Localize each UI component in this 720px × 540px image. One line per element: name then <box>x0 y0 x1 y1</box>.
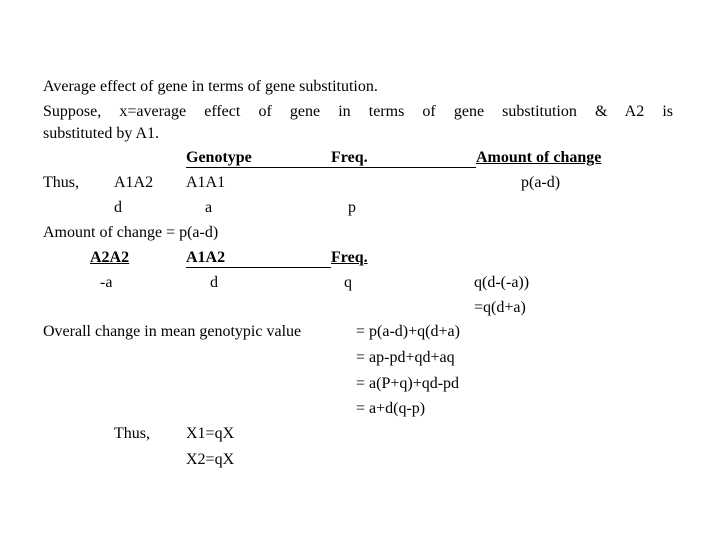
overall-step-1: = p(a-d)+q(d+a) <box>356 323 460 340</box>
suppose-line-1: Suppose, x=average effect of gene in terms of gene substitution & A2 is <box>43 103 673 120</box>
thus-label-1: Thus, <box>43 174 79 191</box>
thus-label-2: Thus, <box>114 425 150 442</box>
genotype-a1a1: A1A1 <box>186 174 226 191</box>
page-title: Average effect of gene in terms of gene substitution. <box>43 78 378 95</box>
conclusion-x2: X2=qX <box>186 451 235 468</box>
value-neg-a: -a <box>100 274 113 291</box>
conclusion-x1: X1=qX <box>186 425 235 442</box>
overall-step-2: = ap-pd+qd+aq <box>356 349 455 366</box>
amount-value-2-line-1: q(d-(-a)) <box>474 274 530 291</box>
genotype-a2a2: A2A2 <box>90 249 130 266</box>
freq-value-p: p <box>348 199 356 216</box>
value-d-2: d <box>210 274 218 291</box>
genotype-a1a2-underline <box>186 267 331 268</box>
amount-of-change-line: Amount of change = p(a-d) <box>43 224 219 241</box>
value-a-1: a <box>205 199 213 216</box>
freq-header-2: Freq. <box>331 249 368 266</box>
suppose-line-2: substituted by A1. <box>43 125 160 142</box>
overall-step-3: = a(P+q)+qd-pd <box>356 375 460 392</box>
genotype-a1a2-2: A1A2 <box>186 249 226 266</box>
overall-step-4: = a+d(q-p) <box>356 400 426 417</box>
freq-value-q: q <box>344 274 352 291</box>
genotype-a1a2: A1A2 <box>114 174 154 191</box>
amount-header: Amount of change <box>476 149 602 166</box>
value-d-1: d <box>114 199 122 216</box>
freq-header: Freq. <box>331 149 368 166</box>
amount-value-1: p(a-d) <box>521 174 561 191</box>
overall-change-label: Overall change in mean genotypic value <box>43 323 302 340</box>
genotype-header: Genotype <box>186 149 252 166</box>
genotype-header-underline <box>186 167 331 168</box>
freq-header-underline <box>331 167 476 168</box>
amount-value-2-line-2: =q(d+a) <box>474 299 526 316</box>
